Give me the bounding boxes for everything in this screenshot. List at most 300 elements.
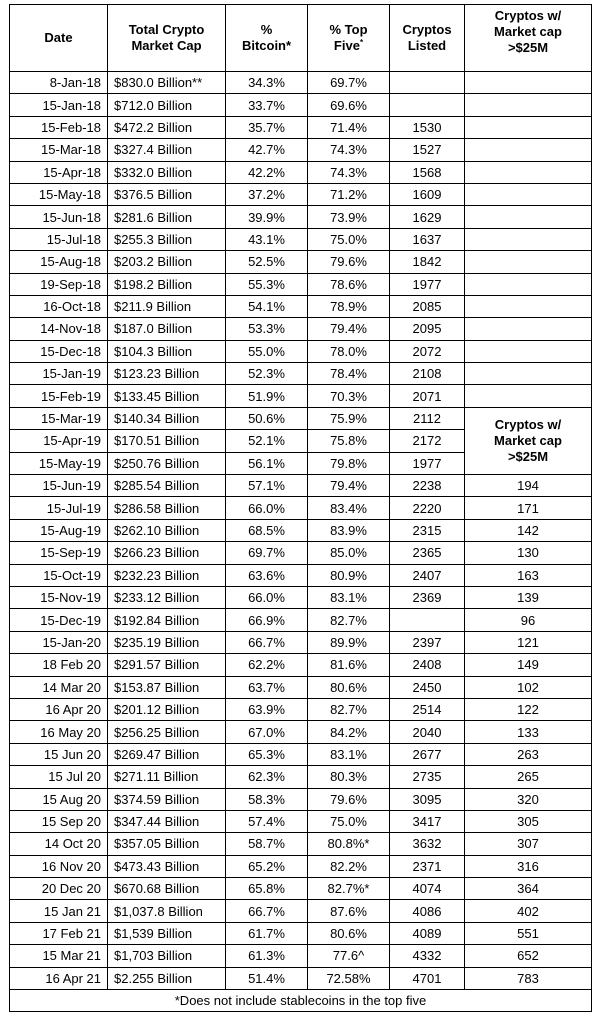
cryptos-listed-cell: 2735 [390,766,465,788]
cryptos-over-25m-cell [465,318,592,340]
cryptos-over-25m-cell [465,295,592,317]
table-row [10,654,592,676]
cryptos-over-25m-cell [465,139,592,161]
market-cap-cell: $1,037.8 Billion [108,900,226,922]
cryptos-over-25m-cell [465,228,592,250]
market-cap-cell: $201.12 Billion [108,698,226,720]
table-row [10,766,592,788]
header-market-cap-line-2: Market Cap [131,38,202,53]
cryptos-listed-cell: 1609 [390,183,465,205]
date-cell: 15-Apr-18 [10,161,108,183]
table-row [10,318,592,340]
bitcoin-share-cell: 66.9% [226,609,308,631]
market-cap-cell: $198.2 Billion [108,273,226,295]
top-five-share-cell: 85.0% [308,542,390,564]
market-cap-cell: $357.05 Billion [108,833,226,855]
top-five-share-cell: 83.1% [308,586,390,608]
cryptos-over-25m-cell: 364 [465,878,592,900]
top-five-share-cell: 78.9% [308,295,390,317]
market-cap-cell: $262.10 Billion [108,519,226,541]
bitcoin-share-cell: 42.2% [226,161,308,183]
date-cell: 15 Jan 21 [10,900,108,922]
cryptos-over-25m-cell [465,206,592,228]
bitcoin-share-cell: 35.7% [226,116,308,138]
bitcoin-share-cell: 51.4% [226,967,308,989]
cryptos-over-25m-cell [465,94,592,116]
header-over25-line-3: >$25M [507,40,549,55]
date-cell: 15 Mar 21 [10,945,108,967]
header-top-five-footnote-mark: * [359,38,364,47]
top-five-share-cell: 78.4% [308,363,390,385]
cryptos-over-25m-cell: 402 [465,900,592,922]
table-row [10,698,592,720]
table-row [10,721,592,743]
top-five-share-cell: 80.6% [308,676,390,698]
cryptos-over-25m-cell [465,363,592,385]
cryptos-listed-cell: 2407 [390,564,465,586]
bitcoin-share-cell: 57.4% [226,810,308,832]
header-date-line: Date [44,30,73,45]
footnote-row [10,990,592,1012]
market-cap-cell: $327.4 Billion [108,139,226,161]
cryptos-over-25m-cell: 320 [465,788,592,810]
date-cell: 15 Jun 20 [10,743,108,765]
cryptos-listed-cell: 1637 [390,228,465,250]
table-row [10,743,592,765]
cryptos-over-25m-cell: 142 [465,519,592,541]
date-cell: 16-Oct-18 [10,295,108,317]
table-row [10,273,592,295]
cryptos-over-25m-cell: 305 [465,810,592,832]
date-cell: 15-Aug-18 [10,251,108,273]
bitcoin-share-cell: 37.2% [226,183,308,205]
date-cell: 8-Jan-18 [10,72,108,94]
table-row [10,251,592,273]
bitcoin-share-cell: 69.7% [226,542,308,564]
bitcoin-share-cell: 62.2% [226,654,308,676]
market-cap-cell: $104.3 Billion [108,340,226,362]
table-row [10,967,592,989]
cryptos-over-25m-cell: 307 [465,833,592,855]
table-body [10,72,592,990]
bitcoin-share-cell: 63.7% [226,676,308,698]
market-cap-cell: $347.44 Billion [108,810,226,832]
header-listed-line-2: Listed [407,38,447,53]
cryptos-listed-cell: 3632 [390,833,465,855]
top-five-share-cell: 78.6% [308,273,390,295]
top-five-share-cell: 79.6% [308,788,390,810]
cryptos-over-25m-cell: 194 [465,475,592,497]
top-five-share-cell: 72.58% [308,967,390,989]
cryptos-listed-cell: 1977 [390,452,465,474]
date-cell: 15-Jul-18 [10,228,108,250]
header-over25-line-1: Cryptos w/ [494,8,562,23]
table-row [10,945,592,967]
cryptos-listed-cell: 1568 [390,161,465,183]
cryptos-listed-cell: 1629 [390,206,465,228]
repeated-header-line: Cryptos w/ [494,416,562,432]
bitcoin-share-cell: 56.1% [226,452,308,474]
table-row [10,788,592,810]
bitcoin-share-cell: 63.6% [226,564,308,586]
cryptos-listed-cell: 1977 [390,273,465,295]
cryptos-listed-cell: 2677 [390,743,465,765]
date-cell: 16 May 20 [10,721,108,743]
bitcoin-share-cell: 39.9% [226,206,308,228]
market-cap-cell: $2.255 Billion [108,967,226,989]
cryptos-listed-cell: 2040 [390,721,465,743]
table-row [10,922,592,944]
top-five-share-cell: 80.6% [308,922,390,944]
bitcoin-share-cell: 66.7% [226,631,308,653]
cryptos-over-25m-cell: 122 [465,698,592,720]
market-cap-cell: $374.59 Billion [108,788,226,810]
cryptos-over-25m-cell [465,251,592,273]
top-five-share-cell: 87.6% [308,900,390,922]
header-top-five-line-2 [308,38,389,54]
table-row [10,228,592,250]
date-cell: 15-Dec-18 [10,340,108,362]
bitcoin-share-cell: 55.0% [226,340,308,362]
table-row [10,183,592,205]
bitcoin-share-cell: 42.7% [226,139,308,161]
date-cell: 15-May-19 [10,452,108,474]
top-five-share-cell: 73.9% [308,206,390,228]
cryptos-listed-cell: 2238 [390,475,465,497]
top-five-share-cell: 82.7% [308,609,390,631]
cryptos-listed-cell: 2514 [390,698,465,720]
header-bitcoin-line-1: % [260,22,273,37]
cryptos-listed-cell: 4089 [390,922,465,944]
top-five-share-cell: 74.3% [308,161,390,183]
bitcoin-share-cell: 33.7% [226,94,308,116]
bitcoin-share-cell: 50.6% [226,407,308,429]
cryptos-listed-cell: 1842 [390,251,465,273]
header-cryptos-listed [390,5,465,72]
top-five-share-cell: 78.0% [308,340,390,362]
date-cell: 15 Sep 20 [10,810,108,832]
table-row [10,833,592,855]
table-row [10,363,592,385]
bitcoin-share-cell: 53.3% [226,318,308,340]
table-row [10,631,592,653]
header-date [10,5,108,72]
date-cell: 15-Mar-18 [10,139,108,161]
cryptos-listed-cell: 4701 [390,967,465,989]
date-cell: 14-Nov-18 [10,318,108,340]
cryptos-over-25m-cell: 551 [465,922,592,944]
bitcoin-share-cell: 65.2% [226,855,308,877]
date-cell: 15-Feb-18 [10,116,108,138]
cryptos-over-25m-cell [465,116,592,138]
cryptos-listed-cell: 2072 [390,340,465,362]
cryptos-over-25m-cell: 139 [465,586,592,608]
date-cell: 15-May-18 [10,183,108,205]
table-row [10,676,592,698]
cryptos-over-25m-cell: 121 [465,631,592,653]
top-five-share-cell: 75.9% [308,407,390,429]
table-row [10,340,592,362]
top-five-share-cell: 69.7% [308,72,390,94]
top-five-share-cell: 75.0% [308,228,390,250]
cryptos-listed-cell: 1530 [390,116,465,138]
date-cell: 20 Dec 20 [10,878,108,900]
bitcoin-share-cell: 52.1% [226,430,308,452]
cryptos-over-25m-cell: 149 [465,654,592,676]
market-cap-cell: $1,539 Billion [108,922,226,944]
cryptos-over-25m-cell: 316 [465,855,592,877]
header-market-cap [108,5,226,72]
market-cap-cell: $1,703 Billion [108,945,226,967]
cryptos-over-25m-cell: 783 [465,967,592,989]
cryptos-listed-cell: 2172 [390,430,465,452]
market-cap-cell: $271.11 Billion [108,766,226,788]
top-five-share-cell: 82.7% [308,698,390,720]
cryptos-listed-cell: 2095 [390,318,465,340]
market-cap-cell: $233.12 Billion [108,586,226,608]
cryptos-listed-cell [390,94,465,116]
top-five-share-cell: 70.3% [308,385,390,407]
bitcoin-share-cell: 52.3% [226,363,308,385]
date-cell: 15-Dec-19 [10,609,108,631]
header-row [10,5,592,72]
market-cap-cell: $153.87 Billion [108,676,226,698]
cryptos-listed-cell: 2108 [390,363,465,385]
market-cap-cell: $830.0 Billion** [108,72,226,94]
bitcoin-share-cell: 43.1% [226,228,308,250]
header-listed-line-1: Cryptos [402,22,452,37]
cryptos-over-25m-cell [465,340,592,362]
date-cell: 15-Jan-18 [10,94,108,116]
top-five-share-cell: 81.6% [308,654,390,676]
cryptos-listed-cell: 2408 [390,654,465,676]
market-cap-cell: $250.76 Billion [108,452,226,474]
header-bitcoin-share [226,5,308,72]
market-cap-cell: $170.51 Billion [108,430,226,452]
table-row [10,295,592,317]
cryptos-listed-cell: 4074 [390,878,465,900]
cryptos-over-25m-cell [465,72,592,94]
bitcoin-share-cell: 62.3% [226,766,308,788]
market-cap-cell: $269.47 Billion [108,743,226,765]
market-cap-cell: $281.6 Billion [108,206,226,228]
cryptos-listed-cell: 2369 [390,586,465,608]
market-cap-cell: $192.84 Billion [108,609,226,631]
table-row [10,519,592,541]
table-row [10,385,592,407]
top-five-share-cell: 75.8% [308,430,390,452]
bitcoin-share-cell: 55.3% [226,273,308,295]
cryptos-over-25m-cell: 102 [465,676,592,698]
market-cap-cell: $332.0 Billion [108,161,226,183]
bitcoin-share-cell: 61.7% [226,922,308,944]
bitcoin-share-cell: 65.3% [226,743,308,765]
market-cap-cell: $203.2 Billion [108,251,226,273]
table-row [10,564,592,586]
table-row [10,206,592,228]
bitcoin-share-cell: 58.7% [226,833,308,855]
market-cap-cell: $140.34 Billion [108,407,226,429]
header-top-five-word: Five [333,38,360,53]
market-cap-cell: $712.0 Billion [108,94,226,116]
cryptos-listed-cell: 4086 [390,900,465,922]
date-cell: 15-Jan-19 [10,363,108,385]
cryptos-over-25m-cell: 265 [465,766,592,788]
top-five-share-cell: 79.6% [308,251,390,273]
cryptos-listed-cell: 2071 [390,385,465,407]
cryptos-over-25m-cell: 96 [465,609,592,631]
date-cell: 15-Feb-19 [10,385,108,407]
date-cell: 19-Sep-18 [10,273,108,295]
table-row [10,72,592,94]
cryptos-listed-cell: 2397 [390,631,465,653]
table-row [10,586,592,608]
table-row [10,161,592,183]
top-five-share-cell: 83.9% [308,519,390,541]
cryptos-listed-cell: 1527 [390,139,465,161]
date-cell: 14 Mar 20 [10,676,108,698]
cryptos-over-25m-cell [465,161,592,183]
date-cell: 16 Apr 20 [10,698,108,720]
date-cell: 15-Jul-19 [10,497,108,519]
repeated-header-line: >$25M [507,448,549,464]
cryptos-listed-cell: 2365 [390,542,465,564]
footnote: *Does not include stablecoins in the top five [10,990,592,1012]
crypto-market-table [9,4,592,1012]
market-cap-cell: $211.9 Billion [108,295,226,317]
top-five-share-cell: 79.8% [308,452,390,474]
top-five-share-cell: 82.2% [308,855,390,877]
top-five-share-cell: 80.9% [308,564,390,586]
cryptos-listed-cell: 2371 [390,855,465,877]
bitcoin-share-cell: 34.3% [226,72,308,94]
cryptos-over-25m-cell: 652 [465,945,592,967]
market-cap-cell: $266.23 Billion [108,542,226,564]
cryptos-listed-cell: 3417 [390,810,465,832]
top-five-share-cell: 75.0% [308,810,390,832]
table-row [10,116,592,138]
cryptos-listed-cell: 2085 [390,295,465,317]
cryptos-listed-cell: 4332 [390,945,465,967]
date-cell: 15-Sep-19 [10,542,108,564]
cryptos-listed-cell: 2315 [390,519,465,541]
date-cell: 15-Jun-19 [10,475,108,497]
table-row [10,475,592,497]
table-row [10,542,592,564]
bitcoin-share-cell: 58.3% [226,788,308,810]
table-row [10,810,592,832]
market-cap-cell: $670.68 Billion [108,878,226,900]
bitcoin-share-cell: 66.0% [226,586,308,608]
date-cell: 15-Jun-18 [10,206,108,228]
table-row [10,407,592,429]
cryptos-over-25m-cell [465,385,592,407]
date-cell: 15-Jan-20 [10,631,108,653]
top-five-share-cell: 79.4% [308,318,390,340]
market-cap-cell: $286.58 Billion [108,497,226,519]
crypto-market-table-wrapper [9,4,591,1012]
top-five-share-cell: 84.2% [308,721,390,743]
bitcoin-share-cell: 52.5% [226,251,308,273]
market-cap-cell: $232.23 Billion [108,564,226,586]
market-cap-cell: $235.19 Billion [108,631,226,653]
cryptos-over-25m-cell [465,183,592,205]
table-row [10,878,592,900]
date-cell: 16 Apr 21 [10,967,108,989]
date-cell: 14 Oct 20 [10,833,108,855]
cryptos-over-25m-cell: 130 [465,542,592,564]
bitcoin-share-cell: 54.1% [226,295,308,317]
market-cap-cell: $133.45 Billion [108,385,226,407]
bitcoin-share-cell: 65.8% [226,878,308,900]
date-cell: 15-Aug-19 [10,519,108,541]
market-cap-cell: $256.25 Billion [108,721,226,743]
table-row [10,855,592,877]
date-cell: 15-Mar-19 [10,407,108,429]
cryptos-over-25m-cell: 171 [465,497,592,519]
date-cell: 15 Jul 20 [10,766,108,788]
cryptos-listed-cell: 2112 [390,407,465,429]
top-five-share-cell: 79.4% [308,475,390,497]
header-over25-line-2: Market cap [494,24,562,39]
header-bitcoin-line-2: Bitcoin* [241,38,292,53]
top-five-share-cell: 83.1% [308,743,390,765]
top-five-share-cell: 80.8%* [308,833,390,855]
market-cap-cell: $473.43 Billion [108,855,226,877]
bitcoin-share-cell: 66.0% [226,497,308,519]
repeated-header-cryptos-over-25m [465,407,592,474]
bitcoin-share-cell: 57.1% [226,475,308,497]
cryptos-over-25m-cell [465,273,592,295]
cryptos-over-25m-cell: 263 [465,743,592,765]
cryptos-over-25m-cell: 163 [465,564,592,586]
market-cap-cell: $255.3 Billion [108,228,226,250]
table-row [10,900,592,922]
bitcoin-share-cell: 63.9% [226,698,308,720]
top-five-share-cell: 69.6% [308,94,390,116]
market-cap-cell: $187.0 Billion [108,318,226,340]
market-cap-cell: $291.57 Billion [108,654,226,676]
table-row [10,497,592,519]
top-five-share-cell: 83.4% [308,497,390,519]
date-cell: 15-Apr-19 [10,430,108,452]
top-five-share-cell: 89.9% [308,631,390,653]
repeated-header-line: Market cap [494,432,562,448]
bitcoin-share-cell: 51.9% [226,385,308,407]
table-row [10,609,592,631]
top-five-share-cell: 71.4% [308,116,390,138]
header-top-five-line-1: % Top [329,22,368,37]
date-cell: 15 Aug 20 [10,788,108,810]
bitcoin-share-cell: 68.5% [226,519,308,541]
market-cap-cell: $285.54 Billion [108,475,226,497]
top-five-share-cell: 82.7%* [308,878,390,900]
date-cell: 18 Feb 20 [10,654,108,676]
top-five-share-cell: 74.3% [308,139,390,161]
top-five-share-cell: 80.3% [308,766,390,788]
cryptos-listed-cell [390,609,465,631]
top-five-share-cell: 77.6^ [308,945,390,967]
market-cap-cell: $472.2 Billion [108,116,226,138]
bitcoin-share-cell: 61.3% [226,945,308,967]
cryptos-listed-cell: 2220 [390,497,465,519]
table-row [10,94,592,116]
header-market-cap-line-1: Total Crypto [128,22,205,37]
table-row [10,139,592,161]
cryptos-listed-cell: 2450 [390,676,465,698]
header-top-five-share [308,5,390,72]
top-five-share-cell: 71.2% [308,183,390,205]
